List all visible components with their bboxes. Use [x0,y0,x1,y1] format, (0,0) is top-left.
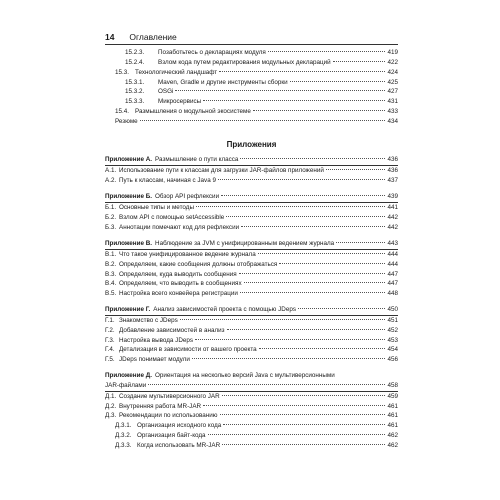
toc-entry-page: 461 [387,412,398,420]
leader-dots [203,100,385,101]
toc-entry[interactable] [105,345,398,355]
toc-continued [105,48,398,127]
toc-entry[interactable] [105,68,398,78]
leader-dots [140,120,386,121]
toc-entry[interactable] [105,48,398,58]
toc-entry-title: Рекомендации по использованию [119,412,218,420]
toc-entry[interactable] [105,392,398,402]
leader-dots [203,405,385,406]
leader-dots [222,395,386,396]
appendix-heading[interactable] [105,192,398,202]
leader-dots [196,206,386,207]
toc-entry-number: В.3. [105,270,117,278]
appendix-v [105,239,398,299]
leader-dots [219,71,385,72]
leader-dots [240,292,386,293]
toc-entry[interactable] [105,176,398,186]
toc-entry-number: Б.3. [105,223,117,231]
appendix-title: Наблюдение за JVM с унифицированным ведением журнала [155,240,335,247]
toc-entry-title: Знакомство с JDeps [119,316,178,324]
appendix-title: Анализ зависимостей проекта с помощью JDeps [153,306,296,313]
toc-entry-page: 441 [387,203,398,211]
toc-entry-number: Д.3.3. [115,441,132,449]
toc-entry[interactable] [105,421,398,431]
appendix-label: Приложение Г. [105,306,151,313]
appendix-heading[interactable] [105,371,398,391]
toc-entry[interactable] [105,58,398,68]
leader-dots [222,444,385,445]
appendix-label: Приложение Б. [105,193,153,200]
toc-entry[interactable] [105,223,398,233]
toc-entry[interactable] [105,203,398,213]
toc-entry[interactable] [105,97,398,107]
toc-entry-page: 419 [387,49,398,56]
leader-dots [244,282,386,283]
toc-entry-number: А.1. [105,166,117,174]
running-header [105,31,398,43]
appendix-title-line1: Ориентация на несколько версий Java с мультиверсионными [154,372,335,379]
appendix-page: 436 [387,156,398,163]
leader-dots [221,195,385,196]
appendix-b [105,192,398,232]
toc-entry-number: Б.1. [105,203,117,211]
toc-entry[interactable] [105,260,398,270]
appendix-g [105,305,398,365]
toc-entry-page: 442 [387,213,398,221]
toc-entry-number: Г.4. [105,346,115,354]
toc-entry-page: 444 [387,250,398,258]
leader-dots [180,319,386,320]
toc-entry-number: 15.2.4. [125,58,145,66]
toc-entry-title: Резюме [115,117,138,125]
toc-entry-number: 15.3. [115,68,130,76]
toc-entry-page: 433 [387,108,398,116]
toc-entry-page: 462 [387,432,398,440]
toc-entry[interactable] [105,78,398,88]
toc-entry[interactable] [105,213,398,223]
toc-entry-number: Д.1. [105,392,117,400]
toc-entry-number: Д.3.2. [115,432,132,440]
appendix-label: Приложение А. [105,156,153,163]
appendix-page: 458 [387,381,398,389]
toc-entry-title: Настройка вывода JDeps [119,336,194,344]
toc-entry-title: Внутренняя работа MR-JAR [119,402,202,410]
appendix-label: Приложение В. [105,240,153,247]
toc-entry-number: Б.2. [105,213,117,221]
leader-dots [268,51,386,52]
header-rule [105,44,398,45]
toc-entry-number: 15.2.3. [125,49,145,56]
toc-entry[interactable] [105,279,398,289]
toc-entry-page: 442 [387,223,398,231]
toc-entry[interactable] [105,166,398,176]
appendix-label: Приложение Д. [105,372,152,379]
toc-entry-number: 15.4. [115,108,130,116]
toc-entry-title: Взлом API с помощью setAccessible [119,213,225,221]
leader-dots [175,90,385,91]
toc-entry[interactable] [105,355,398,365]
toc-entry-title: Когда использовать MR-JAR [137,441,221,449]
toc-entry-page: 436 [387,166,398,174]
toc-entry-title: Взлом кода путем редактирования модульных деклараций [158,58,331,66]
toc-entry-title: Позаботьтесь о декларациях модуля [158,49,266,56]
toc-entry-title: OSGi [158,88,174,96]
toc-entry-title: Организация байт-кода [137,432,206,440]
toc-entry-number: 15.3.2. [125,88,145,96]
toc-entry-number: Г.2. [105,326,115,334]
toc-entry-page: 459 [387,392,398,400]
leader-dots [240,158,385,159]
leader-dots [208,434,386,435]
leader-dots [279,263,385,264]
toc-entry[interactable] [105,117,398,127]
toc-entry-number: В.1. [105,250,117,258]
toc-entry-page: 452 [387,326,398,334]
toc-entry-title: Организация исходного кода [137,422,222,430]
toc-entry-page: 437 [387,176,398,184]
toc-entry-number: Д.3.1. [115,422,132,430]
toc-entry-page: 448 [387,290,398,298]
toc-entry[interactable] [105,441,398,451]
page-number: 14 [105,32,115,42]
toc-entry-number: В.4. [105,280,117,288]
leader-dots [226,216,385,217]
toc-entry-title: Аннотации помечают код для рефлексии [119,223,240,231]
toc-entry-number: В.5. [105,290,117,298]
toc-entry-title: Создание мультиверсионного JAR [119,392,220,400]
toc-entry-page: 431 [387,98,398,106]
leader-dots [148,384,385,385]
toc-entry[interactable] [105,87,398,97]
leader-dots [239,273,386,274]
toc-entry-number: Г.5. [105,356,115,364]
leader-dots [298,308,386,309]
leader-dots [258,253,386,254]
toc-entry-title: Путь к классам, начиная с Java 9 [119,176,216,184]
leader-dots [192,358,386,359]
toc-entry-title: Определяем, куда выводить сообщения [119,270,237,278]
toc-entry-title: Определяем, что выводить в сообщениях [119,280,242,288]
appendix-title-line2: JAR-файлами [105,381,147,389]
toc-entry[interactable] [105,316,398,326]
toc-entry[interactable] [105,289,398,299]
leader-dots [336,242,385,243]
leader-dots [220,414,386,415]
toc-entry-page: 453 [387,336,398,344]
toc-entry-title: Maven, Gradle и другие инструменты сборки [158,78,288,86]
toc-entry-title: Микросервисы [158,98,202,106]
toc-entry-number: 15.3.1. [125,78,145,86]
toc-entry-page: 422 [387,58,398,66]
appendix-heading[interactable] [105,239,398,249]
toc-entry-page: 447 [387,270,398,278]
toc-entry-title: Использование пути к классам для загрузки JAR-файлов приложений [119,166,324,174]
appendix-d [105,371,398,451]
appendix-page: 443 [387,240,398,247]
appendix-title: Размышление о пути класса [155,156,239,163]
toc-entry-title: JDeps понимает модули [119,356,190,364]
toc-entry-title: Настройка всего конвейера регистрации [119,290,238,298]
toc-entry[interactable] [105,107,398,117]
leader-dots [333,61,386,62]
toc-entry-title: Что такое унифицированное ведение журнала [119,250,256,258]
toc-entry[interactable] [105,326,398,336]
toc-entry[interactable] [105,402,398,412]
toc-entry-page: 461 [387,422,398,430]
toc-entry[interactable] [105,270,398,280]
appendix-page: 450 [387,306,398,313]
toc-entry-page: 444 [387,260,398,268]
toc-entry-page: 425 [387,78,398,86]
leader-dots [259,348,386,349]
leader-dots [241,226,385,227]
appendix-title: Обзор API рефлексии [155,193,220,200]
leader-dots [326,169,386,170]
appendices-heading: Приложения [226,140,277,149]
toc-entry-number: Г.1. [105,316,115,324]
toc-entry-title: Основные типы и методы [119,203,194,211]
leader-dots [227,329,386,330]
toc-entry-title: Технологический ландшафт [135,68,218,76]
leader-dots [223,424,385,425]
toc-entry[interactable] [105,250,398,260]
toc-entry-title: Детализация в зависимости от вашего проекта [119,346,257,354]
toc-entry-number: Д.2. [105,402,117,410]
toc-entry-number: 15.3.3. [125,98,145,106]
toc-entry-title: Определяем, какие сообщения должны отображаться [119,260,278,268]
toc-entry-page: 461 [387,402,398,410]
appendix-heading[interactable] [105,155,398,165]
leader-dots [195,339,385,340]
leader-dots [218,179,386,180]
toc-entry-page: 456 [387,356,398,364]
toc-entry-page: 427 [387,88,398,96]
toc-entry-page: 454 [387,346,398,354]
running-title: Оглавление [129,32,177,42]
leader-dots [290,81,386,82]
toc-entry-number: А.2. [105,176,117,184]
toc-entry[interactable] [105,411,398,421]
toc-entry-page: 424 [387,68,398,76]
toc-entry[interactable] [105,431,398,441]
toc-entry-title: Добавление зависимостей в анализ [119,326,225,334]
leader-dots [253,110,386,111]
toc-entry-number: В.2. [105,260,117,268]
appendix-heading[interactable] [105,305,398,315]
toc-entry-number: Г.3. [105,336,115,344]
toc-entry-number: Д.3. [105,412,117,420]
appendix-a [105,155,398,186]
toc-entry-title: Размышления о модульной экосистеме [135,108,251,116]
appendix-page: 439 [387,193,398,200]
toc-entry-page: 451 [387,316,398,324]
toc-entry-page: 462 [387,441,398,449]
toc-entry[interactable] [105,336,398,346]
toc-entry-page: 434 [387,117,398,125]
toc-entry-page: 447 [387,280,398,288]
